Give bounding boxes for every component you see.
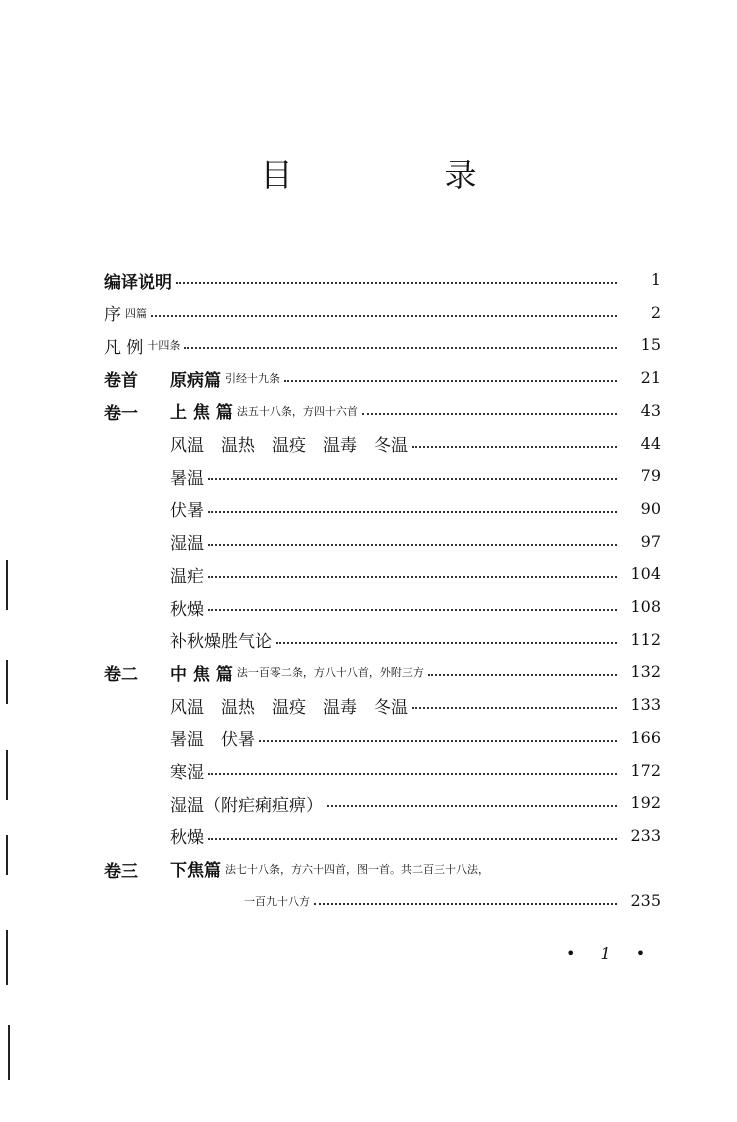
entry-title: 序: [104, 305, 121, 326]
volume-label: 卷首: [104, 371, 138, 392]
toc-row: [0, 428, 737, 460]
entry-title: 秋燥: [170, 599, 204, 620]
page-number: 90: [640, 498, 661, 518]
toc-row: [0, 558, 737, 590]
toc-entry: [170, 689, 625, 721]
page-number: 15: [640, 335, 661, 355]
toc-entry: [170, 558, 625, 590]
scan-mark: [6, 560, 8, 610]
volume-label: 卷一: [104, 403, 138, 424]
dot-leader: [327, 805, 617, 807]
dot-leader: [412, 446, 617, 448]
page-number: 44: [640, 433, 661, 453]
entry-title: 上 焦 篇: [170, 403, 233, 424]
page-number: 132: [630, 662, 661, 682]
toc-row: [0, 395, 737, 427]
scan-mark: [6, 930, 8, 985]
entry-title: 中 焦 篇: [170, 664, 233, 685]
dot-leader: [208, 838, 617, 840]
toc-row: [0, 722, 737, 754]
scan-mark: [6, 835, 8, 875]
page-number: 233: [630, 825, 661, 845]
entry-title: 湿温: [170, 534, 204, 555]
entry-title: 编译说明: [104, 272, 172, 293]
page-number: 1: [650, 270, 661, 289]
page-number: 2: [650, 302, 661, 322]
page-number: 104: [630, 564, 661, 584]
toc-row: [0, 656, 737, 688]
dot-leader: [412, 707, 617, 709]
dot-leader: [284, 380, 617, 382]
entry-note: 一百九十八方: [244, 895, 310, 909]
page-number-footer: • 1 •: [566, 944, 656, 963]
page-number: 79: [640, 466, 661, 486]
toc-entry: [104, 329, 625, 361]
toc-entry: [170, 362, 625, 394]
toc-entry: [170, 493, 625, 525]
dot-leader: [314, 903, 617, 905]
toc-entry: [170, 460, 625, 492]
toc-entry: [170, 395, 625, 427]
volume-label: 卷三: [104, 861, 138, 882]
toc-row: [0, 362, 737, 394]
entry-note: 法五十八条，方四十六首: [236, 404, 358, 418]
toc-row: [0, 526, 737, 558]
toc-row: [0, 297, 737, 329]
dot-leader: [362, 413, 617, 415]
toc-row: [0, 460, 737, 492]
page-number: 192: [630, 793, 661, 813]
toc-row: [0, 624, 737, 656]
dot-leader: [208, 544, 617, 546]
toc-row: [0, 689, 737, 721]
toc-row: [0, 853, 737, 885]
toc-entry: [170, 820, 625, 852]
entry-title: 补秋燥胜气论: [170, 632, 272, 653]
entry-title: 原病篇: [170, 370, 221, 391]
toc-row: [0, 493, 737, 525]
toc-row: [0, 820, 737, 852]
entry-title: 寒湿: [170, 763, 204, 783]
page-number: 21: [640, 368, 661, 388]
entry-note: 引经十九条: [225, 372, 280, 386]
toc-entry: [170, 722, 625, 754]
page-number: 108: [630, 597, 661, 616]
entry-title: 温疟: [170, 566, 204, 587]
dot-leader: [208, 576, 617, 578]
dot-leader: [276, 642, 617, 644]
toc-entry: [170, 787, 625, 819]
toc-row: [0, 755, 737, 787]
dot-leader: [208, 478, 617, 480]
toc-entry: [170, 591, 625, 623]
page-number: 43: [640, 400, 661, 420]
scan-mark: [8, 1025, 10, 1080]
entry-note: 法七十八条，方六十四首，图一首。共二百三十八法，: [225, 862, 489, 876]
entry-title: 暑温: [170, 468, 204, 489]
page-number: 235: [630, 891, 661, 911]
toc-row: [0, 264, 737, 296]
dot-leader: [208, 609, 617, 611]
toc-entry: [170, 755, 625, 787]
toc-entry: [170, 656, 625, 688]
toc-entry: [170, 526, 625, 558]
entry-title: 凡 例: [104, 337, 144, 358]
entry-note: 四篇: [125, 306, 147, 320]
entry-title: 风温 温热 温疫 温毒 冬温: [170, 697, 408, 718]
page-number: 172: [630, 760, 661, 780]
page-title: 目 录: [260, 156, 537, 194]
toc-entry: [170, 853, 641, 885]
entry-title: 伏暑: [170, 501, 204, 522]
toc-entry: [170, 624, 625, 656]
dot-leader: [259, 740, 617, 742]
page-number: 97: [640, 531, 661, 551]
toc-row: [0, 329, 737, 361]
entry-title: 暑温 伏暑: [170, 730, 255, 751]
entry-title: 湿温（附疟痢疸痹）: [170, 795, 323, 816]
volume-label: 卷二: [104, 665, 138, 686]
toc-row: [0, 885, 737, 917]
scan-mark: [6, 750, 8, 800]
entry-title: 下焦篇: [170, 861, 221, 882]
toc-entry: [240, 885, 625, 917]
page-number: 166: [630, 727, 661, 747]
page-number: 133: [630, 695, 661, 715]
dot-leader: [208, 773, 617, 775]
dot-leader: [151, 315, 617, 317]
toc-entry: [104, 297, 625, 329]
dot-leader: [428, 674, 617, 676]
toc-entry: [104, 264, 625, 296]
entry-note: 法一百零二条，方八十八首，外附三方: [236, 666, 424, 680]
entry-title: 风温 温热 温疫 温毒 冬温: [170, 436, 408, 456]
scan-mark: [6, 660, 8, 704]
entry-note: 十四条: [147, 339, 181, 353]
toc-entry: [170, 428, 625, 460]
toc-row: [0, 591, 737, 623]
toc-row: [0, 787, 737, 819]
dot-leader: [208, 511, 617, 513]
entry-title: 秋燥: [170, 828, 204, 849]
dot-leader: [184, 347, 617, 349]
page-number: 112: [630, 629, 661, 649]
dot-leader: [176, 282, 617, 284]
